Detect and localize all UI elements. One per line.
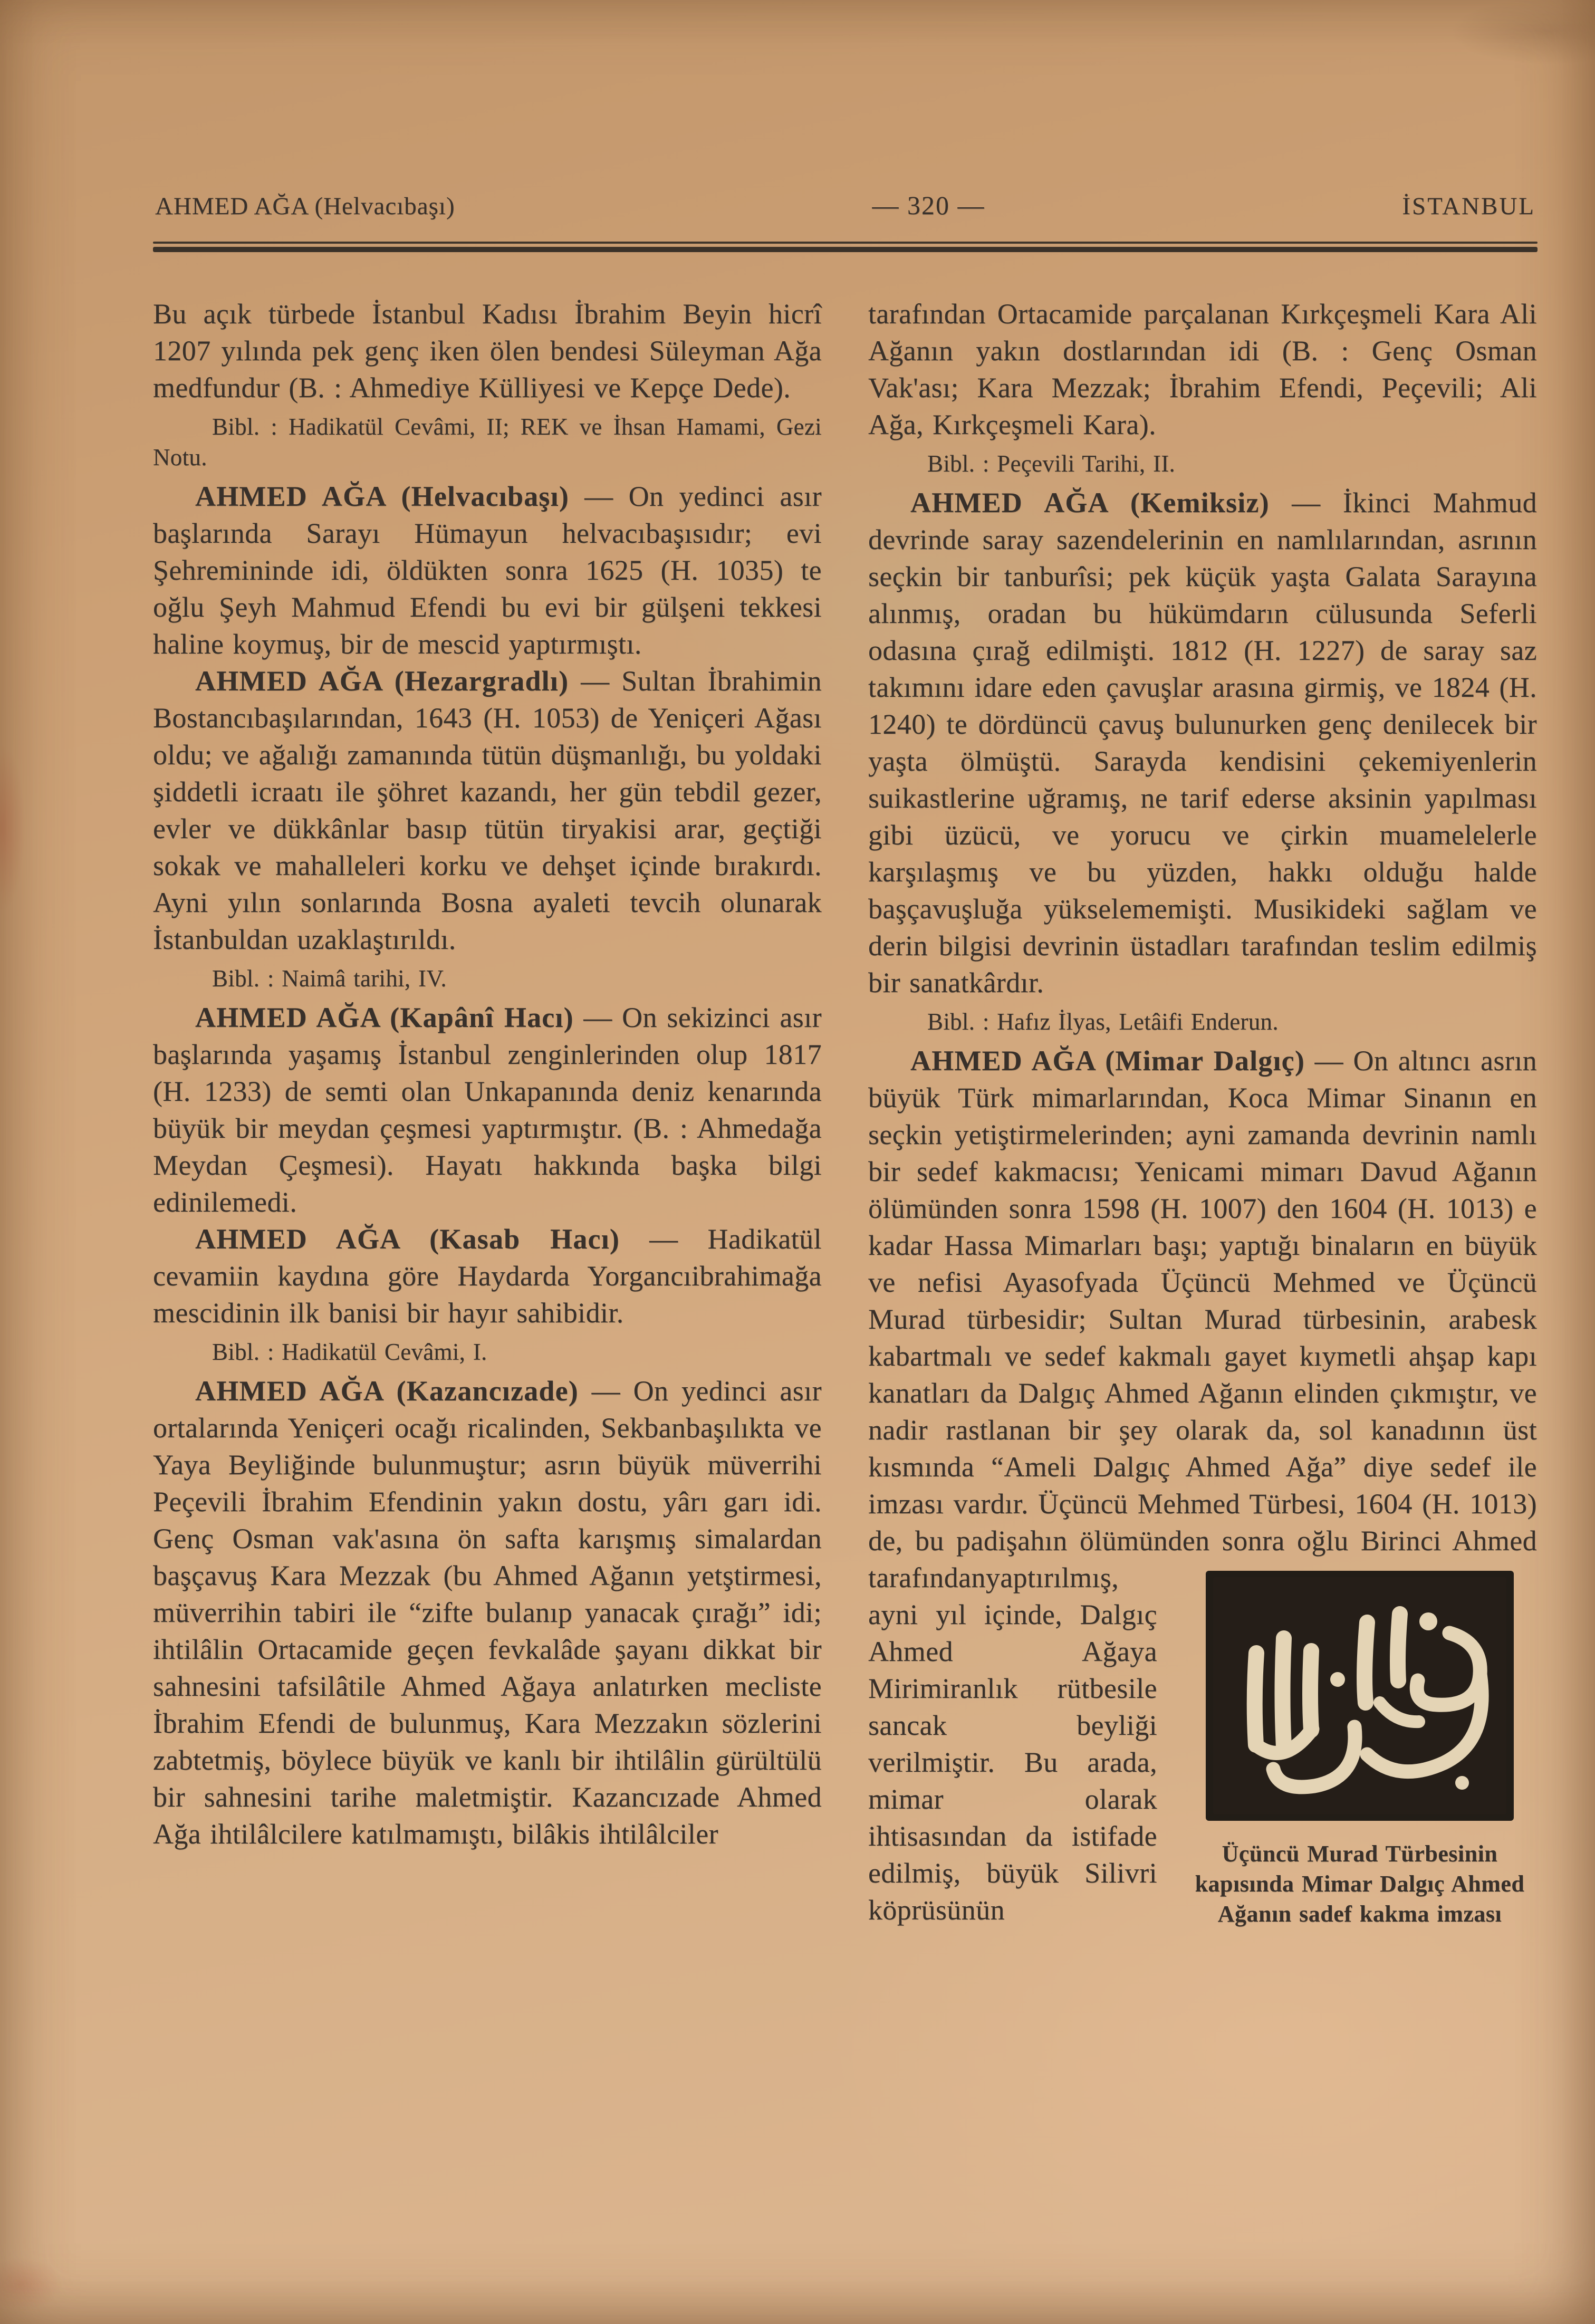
header-rule bbox=[153, 242, 1538, 254]
bibliography-line: Bibl. : Peçevili Tarihi, II. bbox=[927, 450, 1176, 477]
entry-text: — On altıncı asrın büyük Türk mimarlarından, Koca Mimar Sinanın en seçkin yetiştirmelerinden; ayni zamanda devrinin namlı bir sedef kakmacısı; Yenicami mimarı Davud Ağanın ölümünden sonra 1598 (H. 1007) den 1604 (H. 1013) e kadar Hassa Mimarları başı; yaptığı binaların en büyük ve nefisi Ayasofyada Üçüncü Mehmed ve Üçüncü Murad türbesidir; Sultan Murad türbesinin, arabesk kabartmalı ve sedef kakmalı gayet kıymetli ahşap kapı kanatları da Dalgıç Ahmed Ağanın elinden çıkmıştır, ve nadir rastlanan bir şey olarak da, sol kanadının üst kısmında “Ameli Dalgıç Ahmed Ağa” diye sedef ile imzası vardır. Üçüncü Mehmed Türbesi, 1604 (H. 1013) de, bu padişahın ölümünden sonra oğlu Birinci Ahmed tarafından bbox=[868, 1045, 1538, 1593]
entry-term: AHMED AĞA (Hezargradlı) bbox=[195, 665, 569, 697]
bibliography-line: Bibl. : Hafız İlyas, Letâifi Enderun. bbox=[927, 1009, 1279, 1035]
continuation-paragraph: tarafından Ortacamide parçalanan Kırkçeşmeli Kara Ali Ağanın yakın dostlarından idi (B. : Genç Osman Vak'ası; Kara Mezzak; İbrahim Efendi, Peçevili; Ali Ağa, Kırkçeşmeli Kara). bbox=[868, 298, 1537, 440]
calligraphy-figure bbox=[1183, 1571, 1537, 1929]
entry-text: — On sekizinci asır başlarında yaşamış İstanbul zenginlerinden olup 1817 (H. 1233) de semti olan Unkapanında deniz kenarında büyük bir meydan çeşmesi yaptırmıştır. (B. : Ahmedağa Meydan Çeşmesi). Hayatı hakkında başka bilgi edinilemedi. bbox=[153, 1002, 822, 1218]
calligraphy-image bbox=[1206, 1571, 1514, 1821]
entry-kemiksiz bbox=[868, 484, 1537, 1001]
entry-text: yaptırılmış, ayni yıl içinde, Dalgıç Ahmed Ağaya Mirimiranlık rütbesile sancak beyliği verilmiştir. Bu arada, mimar olarak ihtisasından da istifade edilmiş, büyük Silivri köprüsünün bbox=[868, 1562, 1157, 1926]
entry-helvacibasi bbox=[153, 478, 822, 662]
page-header bbox=[153, 190, 1538, 220]
entry-term: AHMED AĞA (Kemiksiz) bbox=[910, 487, 1270, 518]
entry-kazancizade bbox=[153, 1372, 822, 1852]
entry-kapani-haci bbox=[153, 999, 822, 1221]
left-column bbox=[153, 295, 822, 1931]
entry-term: AHMED AĞA (Mimar Dalgıç) bbox=[910, 1045, 1305, 1077]
figure-caption: Üçüncü Murad Türbesinin kapısında Mimar Dalgıç Ahmed Ağanın sadef kakma imzası bbox=[1195, 1841, 1525, 1927]
running-title-right: İSTANBUL bbox=[1402, 193, 1535, 220]
page-number: — 320 — bbox=[872, 190, 985, 220]
entry-text: — Sultan İbrahimin Bostancıbaşılarından, 1643 (H. 1053) de Yeniçeri Ağası oldu; ve ağalığı zamanında tütün düşmanlığı, bu yoldaki şiddetli icraatı ile şöhret kazandı, her gün tebdil gezer, evler ve dükkânlar basıp tütün tiryakisi arar, geçtiği sokak ve mahalleleri korku ve dehşet içinde bırakırdı. Ayni yılın sonlarında Bosna ayaleti tevcih olunarak İstanbuldan uzaklaştırıldı. bbox=[153, 665, 822, 955]
entry-kasab-haci bbox=[153, 1221, 822, 1331]
entry-text: — İkinci Mahmud devrinde saray sazendelerinin en namlılarından, asrının seçkin bir tanburîsi; pek küçük yaşta Galata Sarayına alınmış, oradan bu hükümdarın cülusunda Seferli odasına çırağ edilmişti. 1812 (H. 1227) de saray saz takımını idare eden çavuşlar arasına girmiş, ve 1824 (H. 1240) te dördüncü çavuş bulunurken genç denilecek bir yaşta ölmüştü. Sarayda kendisini çekemiyenlerin suikastlerine uğramış, ne tarif ederse aksinin yapılması gibi üzücü, ve yorucu ve çirkin muamelelerle karşılaşmış ve bu yüzden, hakkı olduğu halde başçavuşluğa yükselememişti. Musikideki sağlam ve derin bilgisi devrinin üstadları tarafından teslim edilmiş bir sanatkârdır. bbox=[868, 487, 1537, 998]
entry-term: AHMED AĞA (Kazancızade) bbox=[195, 1375, 579, 1407]
entry-term: AHMED AĞA (Kapânî Hacı) bbox=[195, 1002, 574, 1033]
two-column-body bbox=[153, 295, 1538, 1931]
entry-mimar-dalgic bbox=[868, 1042, 1537, 1928]
running-title-left: AHMED AĞA (Helvacıbaşı) bbox=[155, 193, 455, 220]
bibliography-line: Bibl. : Hadikatül Cevâmi, I. bbox=[212, 1339, 487, 1365]
bibliography-line: Bibl. : Hadikatül Cevâmi, II; REK ve İhsan Hamami, Gezi Notu. bbox=[153, 414, 822, 470]
bibliography-line: Bibl. : Naimâ tarihi, IV. bbox=[212, 965, 447, 992]
right-column bbox=[868, 295, 1537, 1931]
entry-text: — Hadikatül cevamiin kaydına göre Haydarda Yorgancıibrahimağa mescidinin ilk banisi bir hayır sahibidir. bbox=[153, 1223, 822, 1329]
entry-term: AHMED AĞA (Kasab Hacı) bbox=[195, 1223, 620, 1255]
entry-text: — On yedinci asır ortalarında Yeniçeri ocağı ricalinden, Sekbanbaşılıkta ve Yaya Beyliğinde bulunmuştur; asrın büyük müverrihi Peçevili İbrahim Efendinin yakın dostu, yârı garı idi. Genç Osman vak'asına ön safta karışmış simalardan başçavuş Kara Mezzak (bu Ahmed Ağanın yetştirmesi, müverrihin tabiri ile “zifte bulanıp yanacak çırağı” idi; ihtilâlin Ortacamide geçen fevkalâde şayanı dikkat bir sahnesini tafsilâtile Ahmed Ağaya anlatırken mecliste İbrahim Efendi de bulunmuş, Kara Mezzakın sözlerini zabtetmiş, böylece büyük ve kanlı bir ihtilâlin gürültülü bir sahnesini tarihe maletmiştir. Kazancızade Ahmed Ağa ihtilâlcilere katılmamıştı, bilâkis ihtilâlciler bbox=[153, 1375, 822, 1850]
entry-hezargradli bbox=[153, 662, 822, 958]
continuation-paragraph: Bu açık türbede İstanbul Kadısı İbrahim Beyin hicrî 1207 yılında pek genç iken ölen bendesi Süleyman Ağa medfundur (B. : Ahmediye Külliyesi ve Kepçe Dede). bbox=[153, 298, 822, 404]
entry-term: AHMED AĞA (Helvacıbaşı) bbox=[195, 481, 570, 512]
entry-text: — On yedinci asır başlarında Sarayı Hümayun helvacıbaşısıdır; evi Şehremininde idi, öldükten sonra 1625 (H. 1035) te oğlu Şeyh Mahmud Efendi bu evi bir gülşeni tekkesi haline koymuş, bir de mescid yaptırmıştı. bbox=[153, 481, 822, 660]
